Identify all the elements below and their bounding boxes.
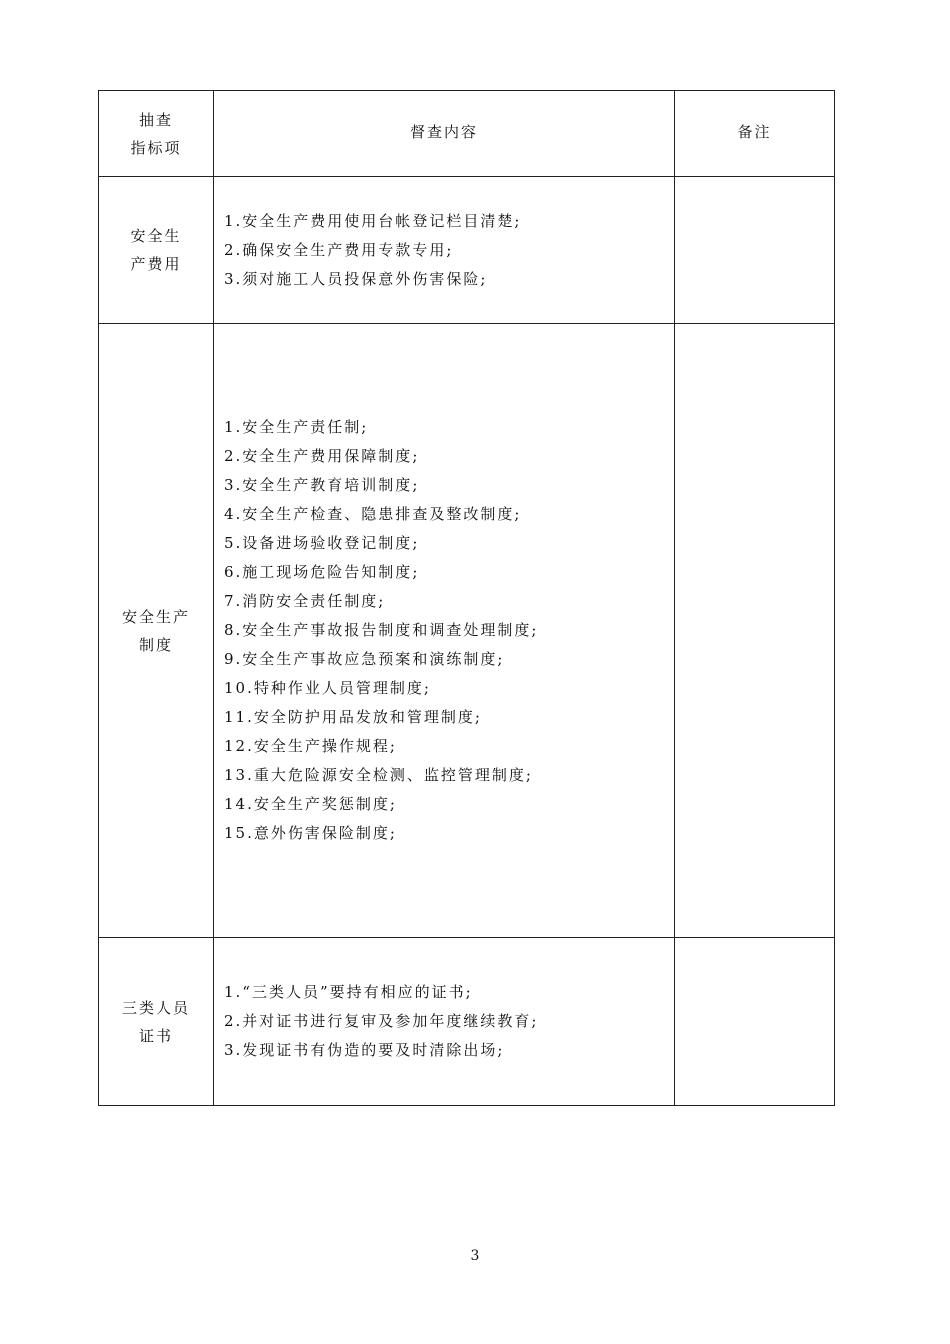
header-remark-label: 备注 <box>737 123 772 141</box>
header-indicator-cell <box>99 91 214 177</box>
content-item: 4.安全生产检查、隐患排查及整改制度; <box>224 505 522 523</box>
category-line2: 证书 <box>138 1026 173 1045</box>
remark-cell <box>675 177 835 324</box>
header-content-label: 督查内容 <box>409 123 478 141</box>
page-number: 3 <box>470 1248 480 1264</box>
table-row-certificates <box>99 938 835 1106</box>
content-item: 2.安全生产费用保障制度; <box>224 447 420 465</box>
category-line1: 安全生产 <box>121 607 190 626</box>
content-item: 9.安全生产事故应急预案和演练制度; <box>224 650 505 668</box>
content-cell <box>214 938 675 1106</box>
content-item: 14.安全生产奖惩制度; <box>224 795 397 813</box>
content-cell <box>214 324 675 938</box>
content-item: 10.特种作业人员管理制度; <box>224 679 431 697</box>
category-line1: 安全生 <box>130 227 182 245</box>
content-item: 8.安全生产事故报告制度和调查处理制度; <box>224 621 539 639</box>
header-remark-cell <box>675 91 835 177</box>
content-item: 13.重大危险源安全检测、监控管理制度; <box>224 766 533 784</box>
remark-cell <box>675 324 835 938</box>
content-item: 7.消防安全责任制度; <box>224 592 386 610</box>
inspection-table-container <box>98 90 834 1106</box>
content-list <box>224 978 668 1065</box>
remark-cell <box>675 938 835 1106</box>
category-line1: 三类人员 <box>121 998 190 1017</box>
content-item: 3.发现证书有伪造的要及时清除出场; <box>224 1041 505 1059</box>
table-row-safety-fee <box>99 177 835 324</box>
content-item: 12.安全生产操作规程; <box>224 737 397 755</box>
inspection-table <box>98 90 835 1106</box>
header-content-cell <box>214 91 675 177</box>
content-item: 1.安全生产费用使用台帐登记栏目清楚; <box>224 211 522 230</box>
header-indicator-line1: 抽查 <box>138 110 173 129</box>
content-item: 3.须对施工人员投保意外伤害保险; <box>224 269 488 288</box>
content-item: 6.施工现场危险告知制度; <box>224 563 420 581</box>
content-item: 15.意外伤害保险制度; <box>224 824 397 842</box>
content-item: 2.确保安全生产费用专款专用; <box>224 240 454 259</box>
category-line2: 产费用 <box>130 255 182 273</box>
content-item: 2.并对证书进行复审及参加年度继续教育; <box>224 1012 539 1030</box>
content-cell <box>214 177 675 324</box>
header-indicator-line2: 指标项 <box>130 138 182 157</box>
content-item: 1.“三类人员”要持有相应的证书; <box>224 983 473 1001</box>
content-list <box>224 207 668 294</box>
category-cell <box>99 324 214 938</box>
category-cell <box>99 938 214 1106</box>
table-header-row <box>99 91 835 177</box>
category-line2: 制度 <box>138 635 173 654</box>
category-cell <box>99 177 214 324</box>
content-item: 11.安全防护用品发放和管理制度; <box>224 708 482 726</box>
content-item: 3.安全生产教育培训制度; <box>224 476 420 494</box>
content-list <box>224 413 668 848</box>
table-row-safety-system <box>99 324 835 938</box>
content-item: 1.安全生产责任制; <box>224 418 369 436</box>
content-item: 5.设备进场验收登记制度; <box>224 534 420 552</box>
